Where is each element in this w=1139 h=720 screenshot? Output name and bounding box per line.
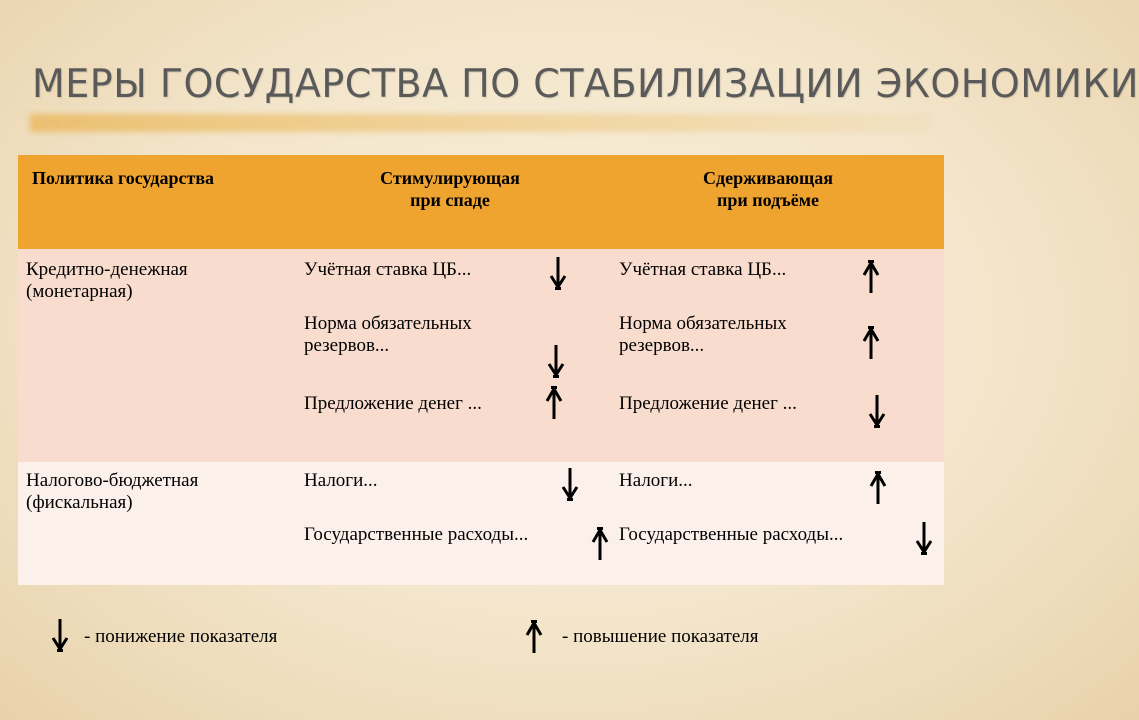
policy-table: [18, 155, 944, 585]
legend-down-label: - понижение показателя: [84, 626, 278, 647]
legend-up-label: - повышение показателя: [562, 626, 759, 647]
restr-item-line2: резервов...: [619, 335, 705, 356]
arrow-up-icon: [524, 619, 544, 655]
arrow-down-icon: [50, 617, 70, 653]
restr-item: Налоги...: [619, 470, 693, 491]
restr-item: Учётная ставка ЦБ...: [619, 259, 787, 280]
header-stimulating: [340, 167, 560, 211]
restr-item: [619, 313, 787, 357]
header-restraining-line1: Сдерживающая: [703, 168, 833, 188]
title-underline: [30, 114, 930, 132]
table-row: [18, 249, 944, 462]
policy-name-line1: Налогово-бюджетная: [26, 470, 199, 491]
stim-item: Учётная ставка ЦБ...: [304, 259, 472, 280]
table-header: [18, 155, 944, 249]
restr-item: Государственные расходы...: [619, 524, 844, 545]
policy-name: [26, 259, 188, 303]
table-row: [18, 462, 944, 585]
restr-item: Предложение денег ...: [619, 393, 797, 414]
header-stimulating-line2: при спаде: [410, 190, 490, 210]
stim-item: [304, 313, 472, 357]
arrow-down-icon: [560, 466, 580, 502]
policy-name: [26, 470, 198, 514]
policy-name-line1: Кредитно-денежная: [26, 259, 188, 280]
header-policy: Политика государства: [32, 168, 215, 188]
arrow-down-icon: [548, 255, 568, 291]
header-restraining: [658, 167, 878, 211]
arrow-up-icon: [861, 259, 881, 295]
arrow-down-icon: [546, 343, 566, 379]
arrow-up-icon: [868, 470, 888, 506]
stim-item: Налоги...: [304, 470, 378, 491]
stim-item-line1: Норма обязательных: [304, 313, 472, 334]
stim-item: Государственные расходы...: [304, 524, 529, 545]
arrow-up-icon: [544, 385, 564, 421]
header-stimulating-line1: Стимулирующая: [380, 168, 520, 188]
arrow-down-icon: [867, 393, 887, 429]
restr-item-line1: Норма обязательных: [619, 313, 787, 334]
arrow-down-icon: [914, 520, 934, 556]
stim-item-line2: резервов...: [304, 335, 390, 356]
policy-name-line2: (монетарная): [26, 281, 133, 302]
policy-name-line2: (фискальная): [26, 492, 133, 513]
slide-title: МЕРЫ ГОСУДАРСТВА ПО СТАБИЛИЗАЦИИ ЭКОНОМИКИ: [32, 62, 1139, 107]
arrow-up-icon: [590, 526, 610, 562]
arrow-up-icon: [861, 325, 881, 361]
stim-item: Предложение денег ...: [304, 393, 482, 414]
header-restraining-line2: при подъёме: [717, 190, 819, 210]
